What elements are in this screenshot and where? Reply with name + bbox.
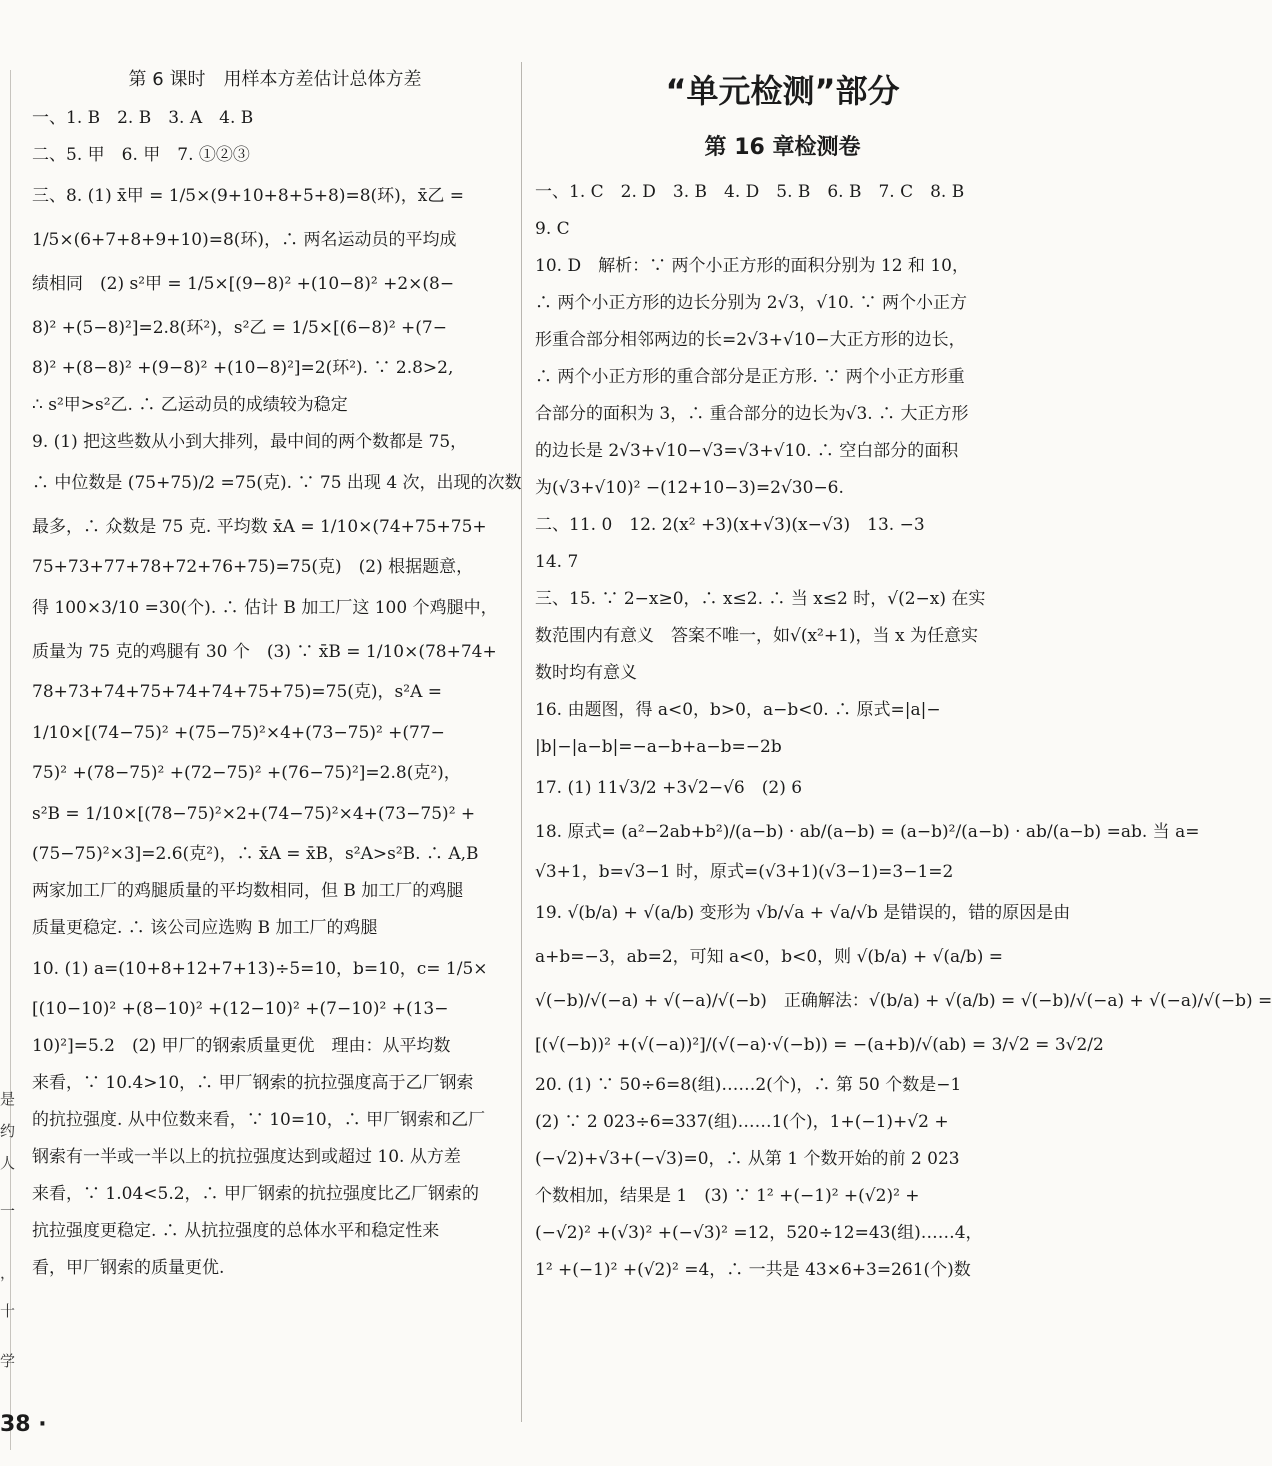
answer-line: 一、1. B 2. B 3. A 4. B	[32, 108, 254, 128]
answer-line: 三、15. ∵ 2−x≥0，∴ x≤2. ∴ 当 x≤2 时，√(2−x) 在实	[535, 589, 986, 609]
answer-line: 10. D 解析：∵ 两个小正方形的面积分别为 12 和 10，	[535, 256, 969, 276]
answer-line: 17. (1) 11√3/2 +3√2−√6 (2) 6	[535, 778, 803, 798]
answer-line: 1/5×(6+7+8+9+10)=8(环)，∴ 两名运动员的平均成	[32, 230, 457, 250]
answer-line: 75)² +(78−75)² +(72−75)² +(76−75)²]=2.8(克²)，	[32, 763, 461, 783]
answer-line: 抗拉强度更稳定. ∴ 从抗拉强度的总体水平和稳定性来	[32, 1221, 440, 1241]
answer-line: 为(√3+√10)² −(12+10−3)=2√30−6.	[535, 478, 844, 498]
answer-line: 20. (1) ∵ 50÷6=8(组)……2(个)，∴ 第 50 个数是−1	[535, 1075, 962, 1095]
answer-line: ∴ 两个小正方形的边长分别为 2√3，√10. ∵ 两个小正方	[535, 293, 967, 313]
answer-line: 10)²]=5.2 (2) 甲厂的钢索质量更优 理由：从平均数	[32, 1036, 451, 1056]
answer-line: 质量为 75 克的鸡腿有 30 个 (3) ∵ x̄B = 1/10×(78+74+	[32, 642, 497, 662]
answer-line: 的边长是 2√3+√10−√3=√3+√10. ∴ 空白部分的面积	[535, 441, 959, 461]
answer-line: 质量更稳定. ∴ 该公司应选购 B 加工厂的鸡腿	[32, 918, 378, 938]
answer-line: 9. C	[535, 219, 570, 239]
margin-char: 一	[0, 1202, 16, 1220]
answer-line: 14. 7	[535, 552, 579, 572]
left-column	[32, 60, 522, 1287]
answer-line: 78+73+74+75+74+74+75+75)=75(克)，s²A =	[32, 682, 443, 702]
answer-line: [(10−10)² +(8−10)² +(12−10)² +(7−10)² +(13−	[32, 999, 449, 1019]
answer-line: 绩相同 (2) s²甲 = 1/5×[(9−8)² +(10−8)² +2×(8−	[32, 274, 455, 294]
answer-line: 75+73+77+78+72+76+75)=75(克) (2) 根据题意，	[32, 557, 474, 577]
chapter-title: 第 16 章检测卷	[704, 135, 861, 160]
answer-line: |b|−|a−b|=−a−b+a−b=−2b	[535, 737, 782, 757]
answer-line: 得 100×3/10 =30(个). ∴ 估计 B 加工厂这 100 个鸡腿中，	[32, 598, 498, 618]
answer-line: (2) ∵ 2 023÷6=337(组)……1(个)，1+(−1)+√2 +	[535, 1112, 949, 1132]
answer-line: [(√(−b))² +(√(−a))²]/(√(−a)·√(−b)) = −(a+b)/√(ab) = 3/√2 = 3√2/2	[535, 1035, 1104, 1055]
answer-line: (−√2)+√3+(−√3)=0，∴ 从第 1 个数开始的前 2 023	[535, 1149, 960, 1169]
answer-line: √3+1，b=√3−1 时，原式=(√3+1)(√3−1)=3−1=2	[535, 862, 954, 882]
answer-line: s²B = 1/10×[(78−75)²×2+(74−75)²×4+(73−75)² +	[32, 804, 476, 824]
answer-line: 最多，∴ 众数是 75 克. 平均数 x̄A = 1/10×(74+75+75+	[32, 517, 487, 537]
margin-char: 约	[0, 1122, 16, 1140]
answer-line: 8)² +(5−8)²]=2.8(环²)，s²乙 = 1/5×[(6−8)² +(7−	[32, 318, 447, 338]
answer-line: 来看，∵ 10.4>10，∴ 甲厂钢索的抗拉强度高于乙厂钢索	[32, 1073, 474, 1093]
answer-line: 10. (1) a=(10+8+12+7+13)÷5=10，b=10，c= 1/5×	[32, 959, 488, 979]
answer-line: 数范围内有意义 答案不唯一，如√(x²+1)，当 x 为任意实	[535, 626, 978, 646]
answer-line: 看，甲厂钢索的质量更优.	[32, 1258, 225, 1278]
answer-line: 个数相加，结果是 1 (3) ∵ 1² +(−1)² +(√2)² +	[535, 1186, 920, 1206]
answer-line: 来看，∵ 1.04<5.2，∴ 甲厂钢索的抗拉强度比乙厂钢索的	[32, 1184, 479, 1204]
margin-char: 学	[0, 1352, 16, 1370]
unit-title: “单元检测”部分	[665, 72, 900, 110]
page-edge-line	[10, 70, 11, 1450]
answer-line: ∴ s²甲>s²乙. ∴ 乙运动员的成绩较为稳定	[32, 395, 348, 415]
answer-line: (75−75)²×3]=2.6(克²)，∴ x̄A = x̄B，s²A>s²B. ∴ A,B	[32, 844, 479, 864]
answer-line: 三、8. (1) x̄甲 = 1/5×(9+10+8+5+8)=8(环)，x̄乙 =	[32, 186, 465, 206]
answer-line: 8)² +(8−8)² +(9−8)² +(10−8)²]=2(环²). ∵ 2.8>2,	[32, 358, 454, 378]
answer-line: ∴ 两个小正方形的重合部分是正方形. ∵ 两个小正方形重	[535, 367, 965, 387]
answer-line: 1/10×[(74−75)² +(75−75)²×4+(73−75)² +(77−	[32, 723, 445, 743]
right-column	[535, 60, 1272, 1289]
answer-line: 的抗拉强度. 从中位数来看，∵ 10=10，∴ 甲厂钢索和乙厂	[32, 1110, 486, 1130]
column-divider	[521, 62, 522, 1422]
answer-line: (−√2)² +(√3)² +(−√3)² =12，520÷12=43(组)……4，	[535, 1223, 983, 1243]
margin-char: ，	[0, 1264, 16, 1282]
answer-line: 合部分的面积为 3，∴ 重合部分的边长为√3. ∴ 大正方形	[535, 404, 969, 424]
answer-line: 一、1. C 2. D 3. B 4. D 5. B 6. B 7. C 8. B	[535, 182, 965, 202]
answer-line: 18. 原式= (a²−2ab+b²)/(a−b) · ab/(a−b) = (a−b)²/(a−b) · ab/(a−b) =ab. 当 a=	[535, 822, 1200, 842]
page-number: 38 ·	[0, 1412, 47, 1437]
answer-line: 19. √(b/a) + √(a/b) 变形为 √b/√a + √a/√b 是错误的，错的原因是由	[535, 903, 1071, 923]
answer-line: 数时均有意义	[535, 663, 637, 683]
margin-char: 人	[0, 1154, 16, 1172]
answer-line: 二、5. 甲 6. 甲 7. ①②③	[32, 145, 250, 165]
answer-line: 钢索有一半或一半以上的抗拉强度达到或超过 10. 从方差	[32, 1147, 461, 1167]
answer-line: √(−b)/√(−a) + √(−a)/√(−b) 正确解法：√(b/a) + √(a/b) = √(−b)/√(−a) + √(−a)/√(−b) =	[535, 991, 1272, 1011]
answer-line: 9. (1) 把这些数从小到大排列，最中间的两个数都是 75，	[32, 432, 468, 452]
answer-line: 两家加工厂的鸡腿质量的平均数相同，但 B 加工厂的鸡腿	[32, 881, 464, 901]
margin-char: 是	[0, 1090, 16, 1108]
answer-line: 16. 由题图，得 a<0，b>0，a−b<0. ∴ 原式=|a|−	[535, 700, 941, 720]
answer-line: ∴ 中位数是 (75+75)/2 =75(克). ∵ 75 出现 4 次，出现的次数	[32, 473, 522, 493]
answer-line: 1² +(−1)² +(√2)² =4，∴ 一共是 43×6+3=261(个)数	[535, 1260, 971, 1280]
answer-line: 形重合部分相邻两边的长=2√3+√10−大正方形的边长，	[535, 330, 966, 350]
margin-char: 十	[0, 1302, 16, 1320]
lesson-title: 第 6 课时 用样本方差估计总体方差	[128, 69, 422, 90]
answer-line: a+b=−3，ab=2，可知 a<0，b<0，则 √(b/a) + √(a/b) =	[535, 947, 1003, 967]
answer-line: 二、11. 0 12. 2(x² +3)(x+√3)(x−√3) 13. −3	[535, 515, 925, 535]
